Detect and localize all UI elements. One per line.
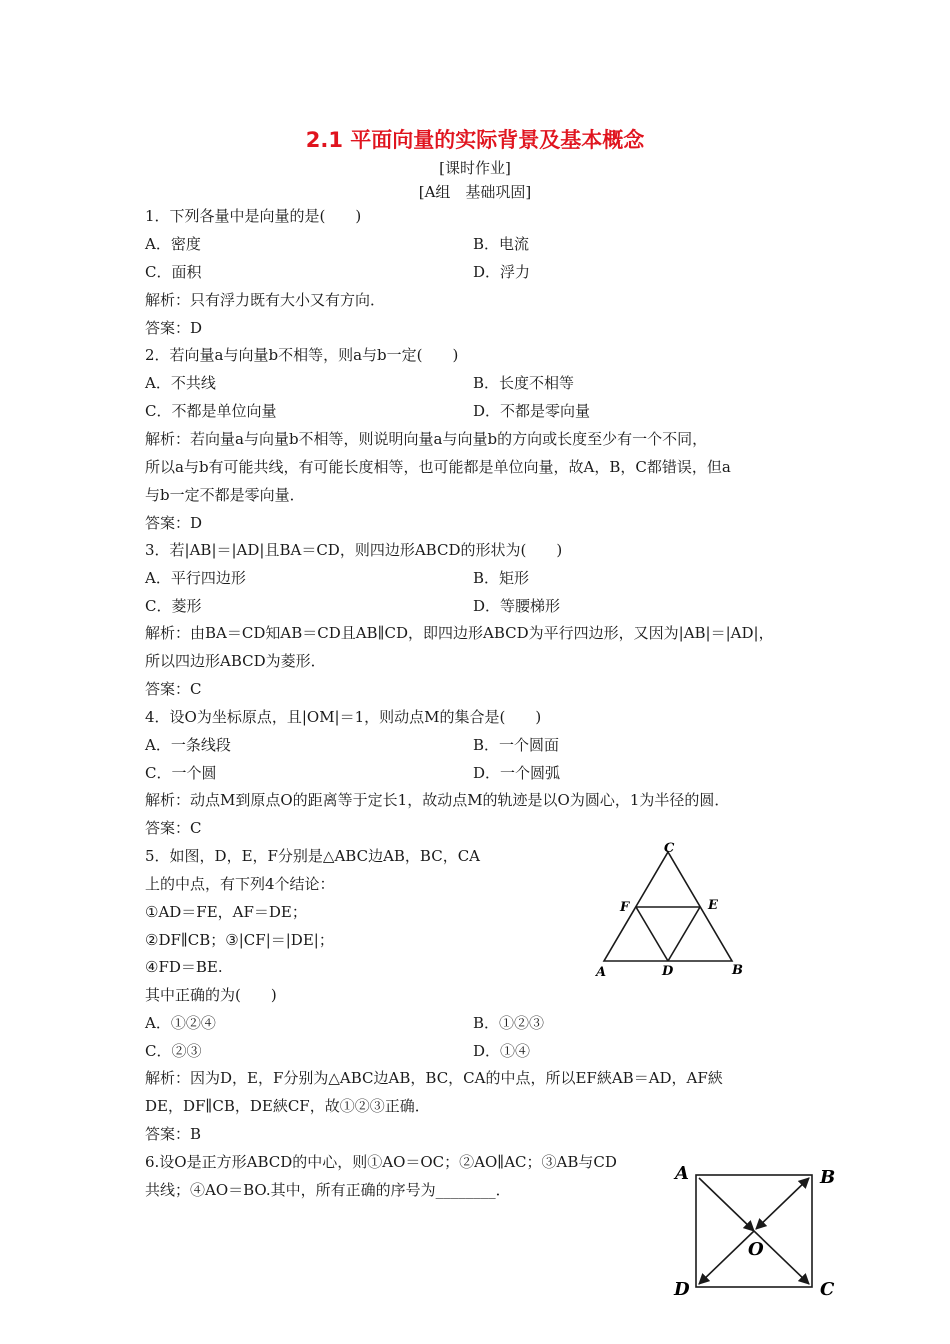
q4-option-b: B．一个圆面 — [473, 736, 560, 754]
q1-answer: 答案：D — [145, 319, 203, 337]
subtitle-homework: [课时作业] — [439, 159, 511, 177]
q2-option-d: D．不都是零向量 — [473, 402, 591, 420]
q2-analysis-line1: 解析：若向量a与向量b不相等，则说明向量a与向量b的方向或长度至少有一个不同， — [145, 430, 708, 448]
label-c: C — [820, 1279, 835, 1300]
q5-option-a: A．①②④ — [145, 1014, 216, 1032]
vector-bo — [756, 1178, 809, 1229]
q5-stem-line1: 5．如图，D，E，F分别是△ABC边AB，BC，CA — [145, 847, 481, 865]
q3-option-a: A．平行四边形 — [145, 569, 246, 587]
q1-option-c: C．面积 — [145, 263, 202, 281]
q3-option-d: D．等腰梯形 — [473, 597, 561, 615]
q6-stem-line1: 6.设O是正方形ABCD的中心，则①AO＝OC；②AO∥AC；③AB与CD — [145, 1153, 617, 1171]
q3-stem: 3．若|AB|＝|AD|且BA＝CD，则四边形ABCD的形状为( ) — [145, 541, 563, 559]
segment-ed — [668, 907, 700, 961]
q4-option-d: D．一个圆弧 — [473, 764, 561, 782]
q2-stem: 2．若向量a与向量b不相等，则a与b一定( ) — [145, 346, 459, 364]
triangle-figure — [590, 838, 760, 983]
page-title: 2.1 平面向量的实际背景及基本概念 — [305, 128, 645, 152]
label-c: C — [664, 841, 675, 856]
q5-analysis-line1: 解析：因为D，E，F分别为△ABC边AB，BC，CA的中点，所以EF綊AB＝AD，AF綊 — [145, 1069, 723, 1087]
square-figure — [670, 1155, 850, 1300]
label-b: B — [820, 1167, 836, 1188]
q2-analysis-line2: 所以a与b有可能共线，有可能长度相等，也可能都是单位向量，故A，B，C都错误，但a — [145, 458, 731, 476]
vector-ao — [699, 1178, 754, 1231]
vector-od — [699, 1231, 754, 1284]
q5-stem-line2: 上的中点，有下列4个结论： — [145, 875, 335, 893]
q2-answer: 答案：D — [145, 514, 203, 532]
q5-conclusion-1: ①AD＝FE，AF＝DE； — [145, 903, 307, 921]
q6-stem-line2: 共线；④AO＝BO.其中，所有正确的序号为________． — [145, 1181, 511, 1199]
label-b: B — [732, 963, 743, 978]
q1-analysis: 解析：只有浮力既有大小又有方向． — [145, 291, 386, 309]
q2-option-a: A．不共线 — [145, 374, 216, 392]
q5-conclusion-2-3: ②DF∥CB；③|CF|＝|DE|； — [145, 931, 334, 949]
q3-option-b: B．矩形 — [473, 569, 530, 587]
q3-option-c: C．菱形 — [145, 597, 202, 615]
q1-stem: 1．下列各量中是向量的是( ) — [145, 207, 362, 225]
q4-stem: 4．设O为坐标原点，且|OM|＝1，则动点M的集合是( ) — [145, 708, 542, 726]
q4-analysis: 解析：动点M到原点O的距离等于定长1，故动点M的轨迹是以O为圆心，1为半径的圆． — [145, 791, 730, 809]
subtitle-group: [A组 基础巩固] — [418, 183, 532, 201]
q2-option-c: C．不都是单位向量 — [145, 402, 277, 420]
q3-analysis-line1: 解析：由BA＝CD知AB＝CD且AB∥CD，即四边形ABCD为平行四边形，又因为|AB|＝|AD|， — [145, 624, 774, 642]
q1-option-a: A．密度 — [145, 235, 201, 253]
q3-answer: 答案：C — [145, 680, 202, 698]
q4-option-c: C．一个圆 — [145, 764, 217, 782]
q5-stem-line3: 其中正确的为( ) — [145, 986, 277, 1004]
label-o: O — [748, 1239, 764, 1260]
q2-analysis-line3: 与b一定不都是零向量． — [145, 486, 305, 504]
q3-analysis-line2: 所以四边形ABCD为菱形． — [145, 652, 326, 670]
label-a: A — [596, 965, 607, 980]
q5-option-b: B．①②③ — [473, 1014, 545, 1032]
q1-option-d: D．浮力 — [473, 263, 531, 281]
q5-option-c: C．②③ — [145, 1042, 202, 1060]
q5-answer: 答案：B — [145, 1125, 202, 1143]
q5-conclusion-4: ④FD＝BE. — [145, 958, 223, 976]
q5-option-d: D．①④ — [473, 1042, 531, 1060]
q2-option-b: B．长度不相等 — [473, 374, 575, 392]
label-d: D — [662, 964, 674, 979]
q5-analysis-line2: DE，DF∥CB，DE綊CF，故①②③正确． — [145, 1097, 430, 1115]
q4-answer: 答案：C — [145, 819, 202, 837]
label-a: A — [675, 1163, 689, 1184]
label-e: E — [708, 898, 718, 913]
segment-fd — [636, 907, 668, 961]
q1-option-b: B．电流 — [473, 235, 530, 253]
label-f: F — [620, 900, 630, 915]
label-d: D — [674, 1279, 690, 1300]
q4-option-a: A．一条线段 — [145, 736, 231, 754]
